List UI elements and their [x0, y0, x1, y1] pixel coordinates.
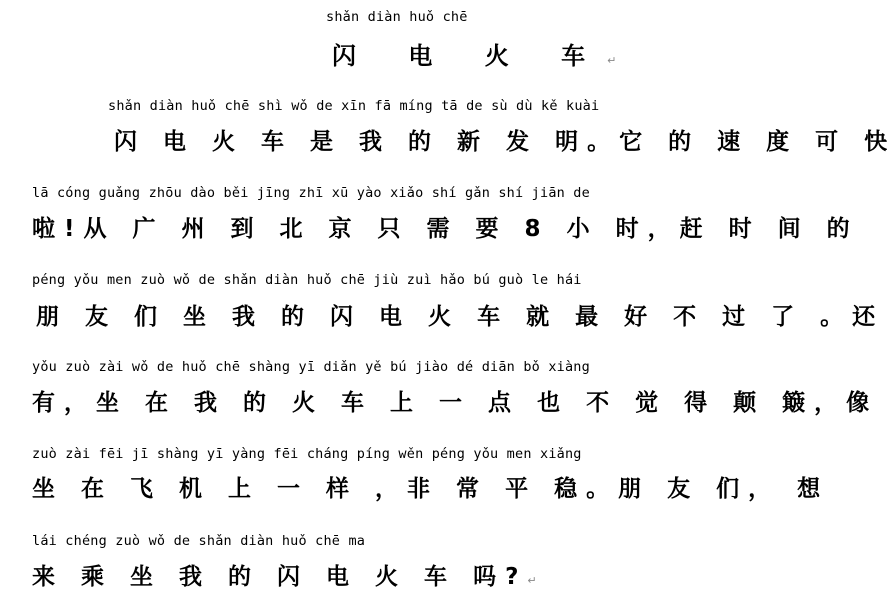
- pinyin-line-4: yǒu zuò zài wǒ de huǒ chē shàng yī diǎn yě bú jiào dé diān bǒ xiàng: [32, 359, 590, 375]
- title-pinyin: shǎn diàn huǒ chē: [326, 9, 468, 25]
- pinyin-line-1: shǎn diàn huǒ chē shì wǒ de xīn fā míng tā de sù dù kě kuài: [108, 98, 600, 114]
- paragraph-mark-icon: ↵: [607, 54, 617, 67]
- hanzi-line-5: 坐 在 飞 机 上 一 样 ，非 常 平 稳。朋 友 们， 想: [32, 476, 830, 502]
- title-hanzi: [332, 36, 616, 71]
- hanzi-line-3: 朋 友 们 坐 我 的 闪 电 火 车 就 最 好 不 过 了 。还: [36, 304, 885, 330]
- hanzi-line-6: [32, 558, 537, 591]
- pinyin-line-5: zuò zài fēi jī shàng yī yàng fēi cháng píng wěn péng yǒu men xiǎng: [32, 446, 582, 462]
- hanzi-line-4: 有，坐 在 我 的 火 车 上 一 点 也 不 觉 得 颠 簸，像: [32, 390, 879, 416]
- pinyin-line-6: lái chéng zuò wǒ de shǎn diàn huǒ chē ma: [32, 533, 366, 549]
- pinyin-line-2: lā cóng guǎng zhōu dào běi jīng zhī xū yào xiǎo shí gǎn shí jiān de: [32, 185, 590, 201]
- paragraph-mark-icon: ↵: [527, 574, 537, 587]
- hanzi-line-2: 啦!从 广 州 到 北 京 只 需 要 8 小 时，赶 时 间 的: [32, 216, 859, 242]
- hanzi-line-6-text: 来 乘 坐 我 的 闪 电 火 车 吗?: [32, 564, 528, 590]
- hanzi-line-1: 闪 电 火 车 是 我 的 新 发 明。它 的 速 度 可 快: [114, 129, 896, 155]
- pinyin-line-3: péng yǒu men zuò wǒ de shǎn diàn huǒ chē jiù zuì hǎo bú guò le hái: [32, 272, 582, 288]
- title-text: 闪 电 火 车: [332, 42, 608, 70]
